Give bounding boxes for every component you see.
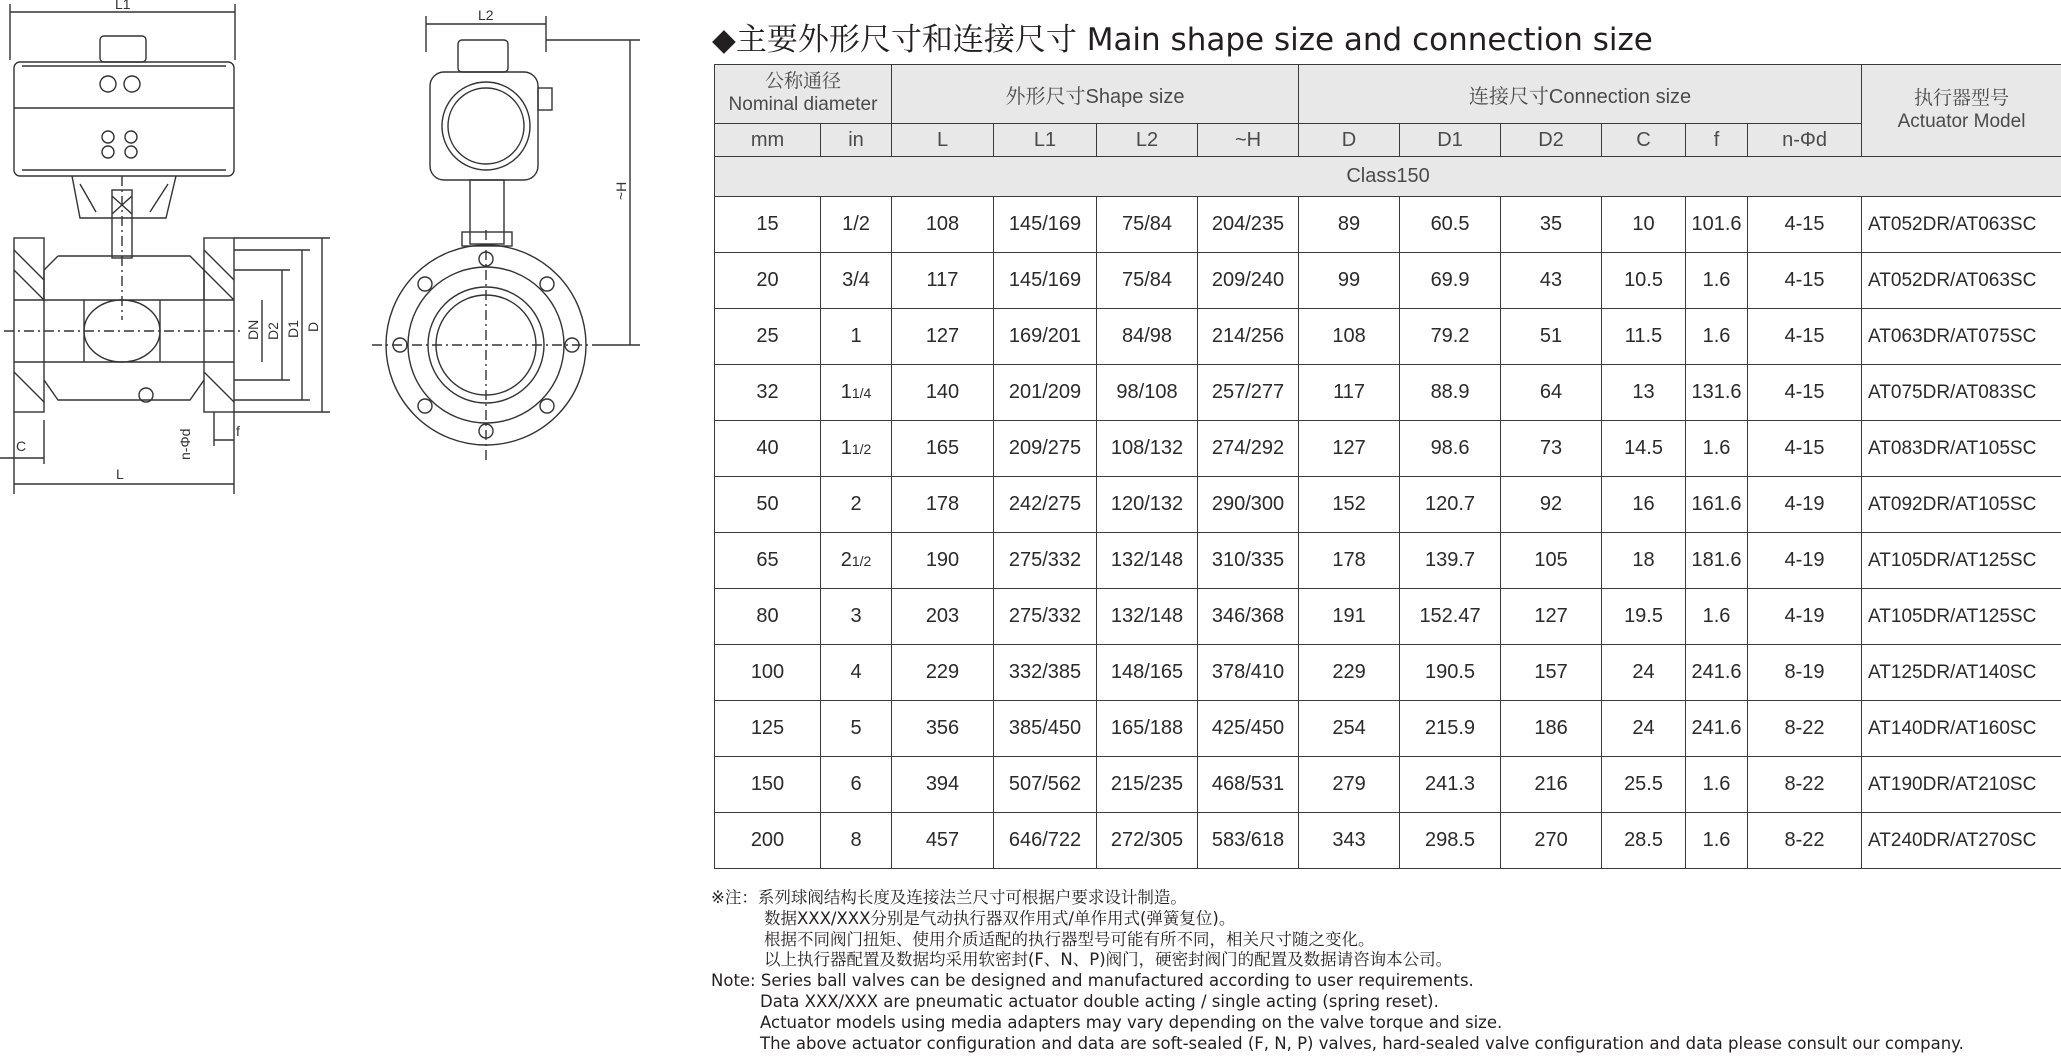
table-cell-n: 8-22 (1748, 813, 1862, 869)
col-header: in (821, 124, 892, 157)
table-cell-d: 279 (1299, 757, 1400, 813)
nominal-zh: 公称通径 (764, 71, 841, 93)
label-DN: DN (245, 319, 261, 340)
table-cell-d1: 241.3 (1400, 757, 1501, 813)
table-cell-c: 28.5 (1602, 813, 1686, 869)
table-cell-n: 4-15 (1748, 365, 1862, 421)
table-cell-h: 468/531 (1198, 757, 1299, 813)
table-cell-d2: 51 (1501, 309, 1602, 365)
table-cell-l2: 215/235 (1097, 757, 1198, 813)
table-cell-h: 583/618 (1198, 813, 1299, 869)
table-cell-c: 25.5 (1602, 757, 1686, 813)
table-cell-l: 457 (892, 813, 994, 869)
table-cell-d: 89 (1299, 197, 1400, 253)
note-zh-2: 数据XXX/XXX分别是气动执行器双作用式/单作用式(弹簧复位)。 (764, 908, 1236, 928)
nominal-diameter-header (715, 65, 892, 124)
label-C: C (16, 438, 27, 454)
label-f: f (236, 423, 240, 439)
table-cell-in: 8 (821, 813, 892, 869)
note-en-4: The above actuator configuration and data are soft-sealed (F, N, P) valves, hard-sealed valve configuration and data please consult our company. (760, 1033, 1964, 1053)
table-cell-h: 310/335 (1198, 533, 1299, 589)
table-cell-model: AT190DR/AT210SC (1862, 757, 2061, 813)
col-header: D (1299, 124, 1400, 157)
table-cell-l1: 507/562 (994, 757, 1097, 813)
table-cell-mm: 80 (715, 589, 821, 645)
table-cell-n: 4-15 (1748, 309, 1862, 365)
table-cell-c: 11.5 (1602, 309, 1686, 365)
table-cell-h: 290/300 (1198, 477, 1299, 533)
table-cell-l1: 145/169 (994, 253, 1097, 309)
table-row (715, 757, 2061, 813)
table-cell-d2: 105 (1501, 533, 1602, 589)
table-cell-l1: 385/450 (994, 701, 1097, 757)
inch-whole: 1 (840, 437, 852, 459)
table-cell-model: AT092DR/AT105SC (1862, 477, 2061, 533)
table-cell-in: 1/2 (821, 197, 892, 253)
table-cell-model: AT140DR/AT160SC (1862, 701, 2061, 757)
table-cell-d: 117 (1299, 365, 1400, 421)
table-cell-h: 274/292 (1198, 421, 1299, 477)
table-cell-l2: 272/305 (1097, 813, 1198, 869)
table-cell-f: 241.6 (1686, 701, 1748, 757)
table-cell-mm: 150 (715, 757, 821, 813)
table-cell-d: 191 (1299, 589, 1400, 645)
note-zh-1: ※注：系列球阀结构长度及连接法兰尺寸可根据户要求设计制造。 (711, 888, 1187, 907)
table-cell-h: 204/235 (1198, 197, 1299, 253)
notes (711, 888, 1964, 1054)
table-cell-model: AT063DR/AT075SC (1862, 309, 2061, 365)
table-cell-d: 254 (1299, 701, 1400, 757)
table-cell-l: 356 (892, 701, 994, 757)
table-row (715, 589, 2061, 645)
label-H: ~H (613, 181, 629, 200)
table-cell-d1: 120.7 (1400, 477, 1501, 533)
table-cell-l: 140 (892, 365, 994, 421)
table-cell-mm: 25 (715, 309, 821, 365)
table-cell-d1: 298.5 (1400, 813, 1501, 869)
table-cell-d: 127 (1299, 421, 1400, 477)
table-cell-l1: 201/209 (994, 365, 1097, 421)
table-cell-model: AT052DR/AT063SC (1862, 197, 2061, 253)
table-cell-l: 108 (892, 197, 994, 253)
table-cell-l2: 108/132 (1097, 421, 1198, 477)
col-header: mm (715, 124, 821, 157)
table-cell-d2: 43 (1501, 253, 1602, 309)
table-cell-d: 99 (1299, 253, 1400, 309)
table-cell-d1: 60.5 (1400, 197, 1501, 253)
table-row (715, 365, 2061, 421)
table-cell-in: 3 (821, 589, 892, 645)
table-cell-model: AT083DR/AT105SC (1862, 421, 2061, 477)
table-cell-l: 127 (892, 309, 994, 365)
table-row (715, 309, 2061, 365)
table-row (715, 533, 2061, 589)
inch-fraction: 1/2 (851, 441, 872, 457)
table-cell-f: 101.6 (1686, 197, 1748, 253)
inch-fraction: 1/2 (851, 553, 872, 569)
table-cell-n: 4-15 (1748, 197, 1862, 253)
table-cell-n: 8-22 (1748, 757, 1862, 813)
table-cell-l2: 75/84 (1097, 197, 1198, 253)
label-L1: L1 (115, 0, 131, 12)
table-cell-mm: 65 (715, 533, 821, 589)
table-cell-n: 4-19 (1748, 533, 1862, 589)
table-cell-c: 16 (1602, 477, 1686, 533)
col-header: L2 (1097, 124, 1198, 157)
table-cell-in: 4 (821, 645, 892, 701)
table-cell-d: 108 (1299, 309, 1400, 365)
note-zh-4: 以上执行器配置及数据均采用软密封(F、N、P)阀门，硬密封阀门的配置及数据请咨询本公司。 (764, 950, 1453, 970)
table-cell-n: 4-19 (1748, 589, 1862, 645)
table-cell-l1: 169/201 (994, 309, 1097, 365)
table-cell-n: 4-15 (1748, 253, 1862, 309)
table-cell-d1: 79.2 (1400, 309, 1501, 365)
table-cell-d: 343 (1299, 813, 1400, 869)
table-cell-in (821, 421, 892, 477)
col-header: D2 (1501, 124, 1602, 157)
table-cell-l1: 275/332 (994, 533, 1097, 589)
table-cell-d2: 127 (1501, 589, 1602, 645)
inch-whole: 2 (840, 549, 852, 571)
table-cell-d1: 69.9 (1400, 253, 1501, 309)
table-cell-d1: 215.9 (1400, 701, 1501, 757)
table-cell-d: 229 (1299, 645, 1400, 701)
table-row (715, 645, 2061, 701)
table-cell-in: 2 (821, 477, 892, 533)
table-cell-f: 181.6 (1686, 533, 1748, 589)
col-header: ~H (1198, 124, 1299, 157)
table-cell-d: 178 (1299, 533, 1400, 589)
table-cell-f: 1.6 (1686, 309, 1748, 365)
note-en-1: Note: Series ball valves can be designed and manufactured according to user requirements. (711, 971, 1474, 991)
table-row (715, 701, 2061, 757)
col-header: n-Φd (1748, 124, 1862, 157)
table-cell-c: 24 (1602, 645, 1686, 701)
table-cell-mm: 100 (715, 645, 821, 701)
table-cell-mm: 15 (715, 197, 821, 253)
table-cell-l: 190 (892, 533, 994, 589)
table-cell-l: 117 (892, 253, 994, 309)
label-D: D (305, 321, 321, 332)
table-cell-in: 3/4 (821, 253, 892, 309)
table-cell-l1: 145/169 (994, 197, 1097, 253)
table-cell-in (821, 365, 892, 421)
label-n-phi-d: n-Φd (177, 428, 193, 460)
table-row (715, 253, 2061, 309)
table-cell-h: 346/368 (1198, 589, 1299, 645)
actuator-zh: 执行器型号 (1914, 87, 2010, 109)
table-cell-c: 10 (1602, 197, 1686, 253)
label-D2: D2 (265, 322, 281, 340)
table-row (715, 813, 2061, 869)
table-cell-d2: 270 (1501, 813, 1602, 869)
table-cell-d1: 98.6 (1400, 421, 1501, 477)
table-cell-mm: 125 (715, 701, 821, 757)
note-zh-3: 根据不同阀门扭矩、使用介质适配的执行器型号可能有所不同，相关尺寸随之变化。 (764, 929, 1375, 949)
table-cell-l: 165 (892, 421, 994, 477)
table-cell-in: 1 (821, 309, 892, 365)
table-cell-f: 131.6 (1686, 365, 1748, 421)
table-cell-mm: 32 (715, 365, 821, 421)
table-row (715, 421, 2061, 477)
table-cell-l1: 332/385 (994, 645, 1097, 701)
table-cell-l1: 209/275 (994, 421, 1097, 477)
table-row (715, 477, 2061, 533)
table-cell-in: 5 (821, 701, 892, 757)
table-cell-c: 18 (1602, 533, 1686, 589)
table-cell-d1: 88.9 (1400, 365, 1501, 421)
table-cell-f: 1.6 (1686, 253, 1748, 309)
table-cell-d2: 92 (1501, 477, 1602, 533)
class-label: Class150 (715, 157, 2061, 197)
valve-technical-drawing (0, 0, 700, 520)
dimension-table (714, 64, 2061, 869)
table-cell-c: 10.5 (1602, 253, 1686, 309)
table-cell-model: AT105DR/AT125SC (1862, 533, 2061, 589)
table-cell-model: AT125DR/AT140SC (1862, 645, 2061, 701)
table-cell-d2: 64 (1501, 365, 1602, 421)
table-cell-f: 1.6 (1686, 813, 1748, 869)
col-header: f (1686, 124, 1748, 157)
table-cell-l: 229 (892, 645, 994, 701)
table-cell-l2: 75/84 (1097, 253, 1198, 309)
table-cell-c: 19.5 (1602, 589, 1686, 645)
table-cell-d2: 73 (1501, 421, 1602, 477)
page-title: ◆主要外形尺寸和连接尺寸 Main shape size and connection size (712, 22, 1653, 58)
table-cell-n: 8-19 (1748, 645, 1862, 701)
table-cell-c: 13 (1602, 365, 1686, 421)
table-cell-d: 152 (1299, 477, 1400, 533)
table-cell-l2: 120/132 (1097, 477, 1198, 533)
table-cell-n: 8-22 (1748, 701, 1862, 757)
inch-fraction: 1/4 (851, 385, 872, 401)
table-cell-c: 24 (1602, 701, 1686, 757)
table-cell-d1: 190.5 (1400, 645, 1501, 701)
table-cell-l2: 132/148 (1097, 533, 1198, 589)
table-cell-in: 6 (821, 757, 892, 813)
table-cell-n: 4-19 (1748, 477, 1862, 533)
label-L: L (116, 466, 124, 482)
table-cell-h: 378/410 (1198, 645, 1299, 701)
note-en-3: Actuator models using media adapters may vary depending on the valve torque and size. (760, 1012, 1503, 1032)
table-cell-l1: 275/332 (994, 589, 1097, 645)
table-cell-mm: 40 (715, 421, 821, 477)
table-cell-d1: 152.47 (1400, 589, 1501, 645)
inch-whole: 1 (840, 381, 852, 403)
table-cell-l2: 132/148 (1097, 589, 1198, 645)
shape-size-header: 外形尺寸Shape size (892, 65, 1299, 124)
table-cell-d2: 35 (1501, 197, 1602, 253)
actuator-en: Actuator Model (1897, 110, 2026, 132)
table-cell-mm: 200 (715, 813, 821, 869)
table-cell-l: 394 (892, 757, 994, 813)
table-cell-f: 1.6 (1686, 589, 1748, 645)
table-cell-l: 203 (892, 589, 994, 645)
col-header: L (892, 124, 994, 157)
table-cell-h: 257/277 (1198, 365, 1299, 421)
table-cell-d2: 186 (1501, 701, 1602, 757)
table-cell-f: 241.6 (1686, 645, 1748, 701)
table-cell-mm: 20 (715, 253, 821, 309)
table-cell-d2: 216 (1501, 757, 1602, 813)
label-D1: D1 (285, 320, 301, 338)
table-cell-model: AT052DR/AT063SC (1862, 253, 2061, 309)
table-cell-l2: 98/108 (1097, 365, 1198, 421)
table-cell-n: 4-15 (1748, 421, 1862, 477)
table-cell-f: 1.6 (1686, 757, 1748, 813)
table-cell-mm: 50 (715, 477, 821, 533)
table-cell-l2: 148/165 (1097, 645, 1198, 701)
table-cell-h: 425/450 (1198, 701, 1299, 757)
col-header: C (1602, 124, 1686, 157)
table-cell-in (821, 533, 892, 589)
table-cell-model: AT105DR/AT125SC (1862, 589, 2061, 645)
table-cell-l2: 84/98 (1097, 309, 1198, 365)
table-cell-l2: 165/188 (1097, 701, 1198, 757)
table-cell-l1: 242/275 (994, 477, 1097, 533)
label-L2: L2 (478, 7, 494, 23)
actuator-model-header (1862, 65, 2061, 157)
table-cell-f: 161.6 (1686, 477, 1748, 533)
table-cell-h: 209/240 (1198, 253, 1299, 309)
connection-size-header: 连接尺寸Connection size (1299, 65, 1862, 124)
table-cell-d1: 139.7 (1400, 533, 1501, 589)
table-cell-c: 14.5 (1602, 421, 1686, 477)
table-cell-d2: 157 (1501, 645, 1602, 701)
col-header: L1 (994, 124, 1097, 157)
table-cell-model: AT240DR/AT270SC (1862, 813, 2061, 869)
note-en-2: Data XXX/XXX are pneumatic actuator double acting / single acting (spring reset). (760, 991, 1439, 1011)
table-row (715, 197, 2061, 253)
table-cell-f: 1.6 (1686, 421, 1748, 477)
col-header: D1 (1400, 124, 1501, 157)
nominal-en: Nominal diameter (728, 94, 878, 115)
table-cell-model: AT075DR/AT083SC (1862, 365, 2061, 421)
table-cell-l: 178 (892, 477, 994, 533)
table-cell-h: 214/256 (1198, 309, 1299, 365)
table-cell-l1: 646/722 (994, 813, 1097, 869)
